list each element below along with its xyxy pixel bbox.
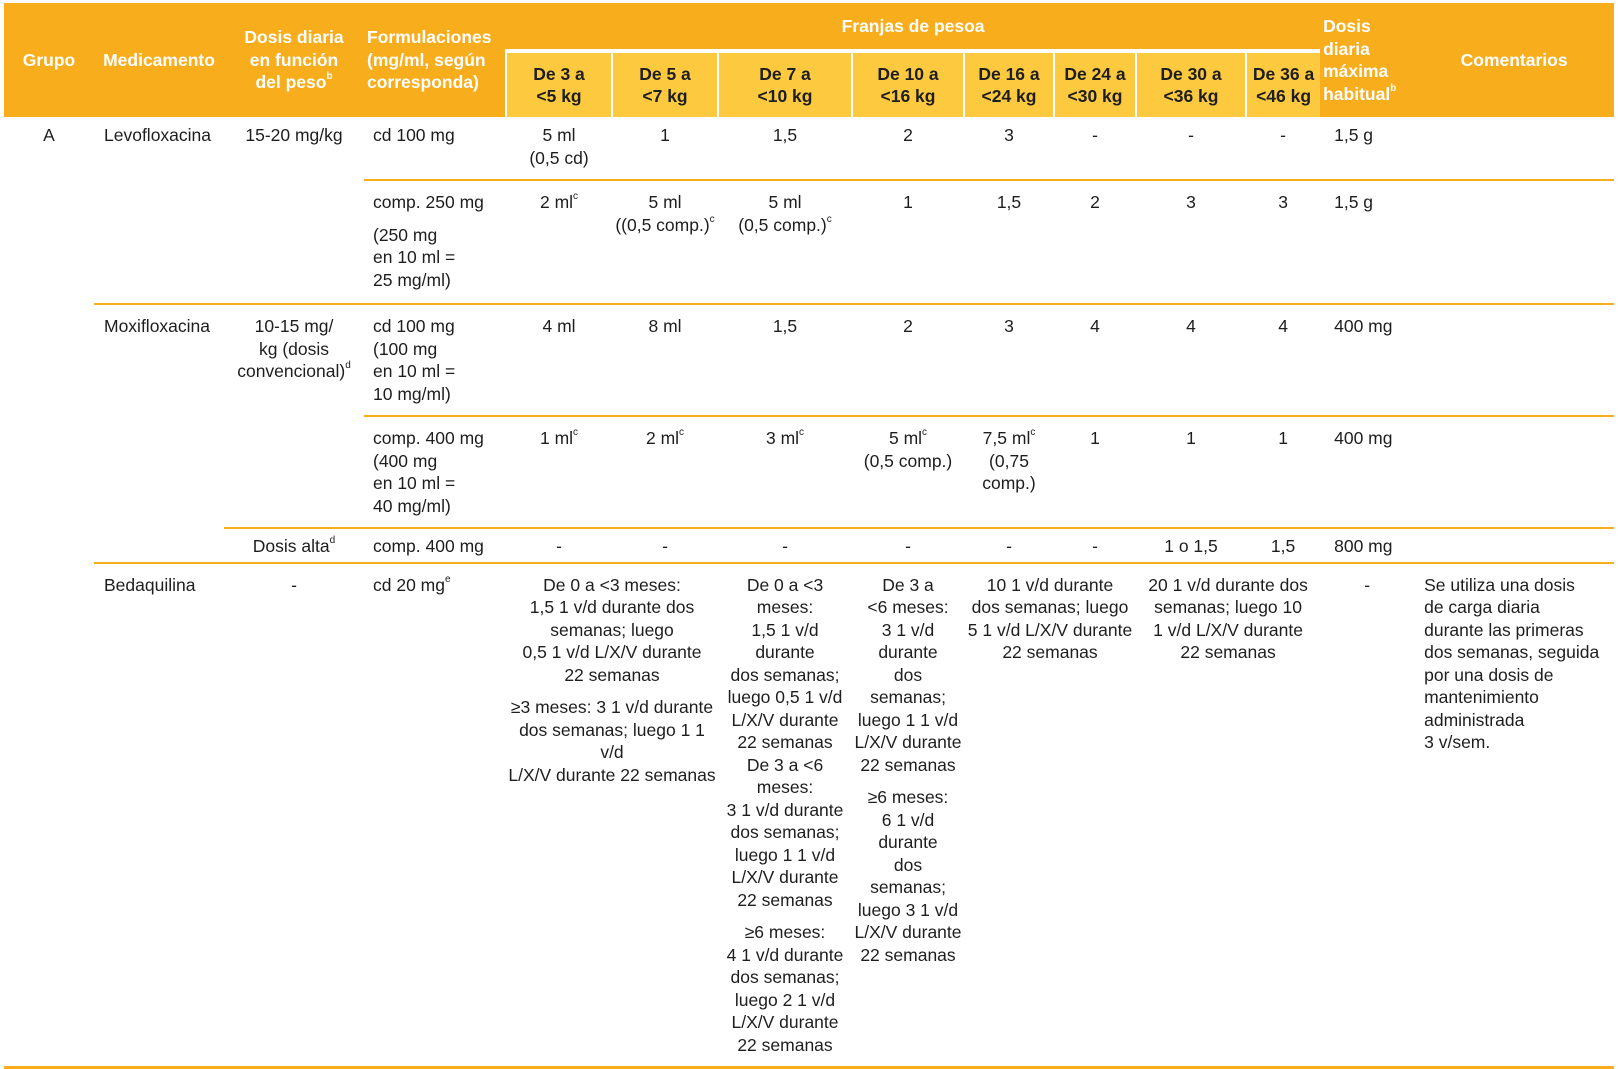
cell-band: - <box>718 528 852 563</box>
cell-formulacion: cd 100 mg (100 mg en 10 ml = 10 mg/ml) <box>364 304 506 416</box>
cell-band: 3 <box>1004 125 1014 145</box>
cell-band-16-30: 10 1 v/d durante dos semanas; luego 5 1 v/d L/X/V durante 22 semanas <box>964 563 1136 1068</box>
cell-band: 1 $ml^c$ <box>506 416 612 528</box>
header-formulaciones: Formulaciones (mg/ml, según corresponda) <box>364 3 506 117</box>
cell-formulacion: comp. 400 mg <box>364 528 506 563</box>
cell-band: 5 $ml^c$ (0,5 comp.) <box>852 416 964 528</box>
cell-medicamento-moxifloxacina: Moxifloxacina <box>94 304 224 563</box>
cell-band: - <box>506 528 612 563</box>
header-band-7-10: De 7 a <10 kg <box>718 51 852 117</box>
header-band-36-46: De 36 a <46 kg <box>1246 51 1320 117</box>
header-franjas-de-peso: Franjas de pesoa <box>506 3 1320 51</box>
cell-band: 2 <box>903 125 913 145</box>
cell-band: 2 <box>852 304 964 416</box>
cell-dosis-maxima: - <box>1320 563 1414 1068</box>
cell-band: 1 <box>660 125 670 145</box>
cell-band: - <box>612 528 718 563</box>
cell-comentario <box>1414 304 1614 416</box>
cell-band-30-46: 20 1 v/d durante dos semanas; luego 10 1 v/d L/X/V durante 22 semanas <box>1136 563 1320 1068</box>
cell-band: 4 ml <box>506 304 612 416</box>
cell-band: 1 <box>1136 416 1246 528</box>
cell-band: 5 ml ((0,5 comp.)$^c$ <box>612 180 718 304</box>
cell-grupo: A <box>4 117 94 1068</box>
cell-band: 2 <box>1054 180 1136 304</box>
cell-dosis-maxima: 1,5 g <box>1334 125 1374 145</box>
cell-band: 1,5 <box>718 304 852 416</box>
table-row <box>4 528 1614 563</box>
cell-band: 1 <box>1054 416 1136 528</box>
table-row <box>4 304 1614 416</box>
cell-band: - <box>1280 125 1286 145</box>
cell-band: 5 ml (0,5 cd) <box>529 125 589 168</box>
header-band-3-5: De 3 a <5 kg <box>506 51 612 117</box>
cell-dosis-bedaquilina: - <box>224 563 364 1068</box>
cell-medicamento-levofloxacina: Levofloxacina <box>104 125 212 145</box>
cell-dosis-maxima: 1,5 g <box>1320 180 1414 304</box>
cell-formulacion: cd 20 $mg^e$ <box>364 563 506 1068</box>
cell-dosis-alta: Dosis alta$^d$ <box>224 528 364 563</box>
cell-band: - <box>852 528 964 563</box>
cell-formulacion: cd 100 mg <box>373 125 455 145</box>
cell-band: 3 <box>1246 180 1320 304</box>
header-medicamento: Medicamento <box>94 3 224 117</box>
header-band-30-36: De 30 a <36 kg <box>1136 51 1246 117</box>
cell-band-7-10: De 0 a <3 meses: 1,5 1 v/d durante dos semanas; luego 0,5 1 v/d L/X/V durante 22 semanas De 3 a <6 meses: 3 1 v/d durante dos semanas; luego 1 1 v/d L/X/V durante 22 semanas ≥6 meses: 4 1 v/d durante dos semanas; luego 2 1 v/d L/X/V durante 22 semanas <box>718 563 852 1068</box>
cell-band: 1,5 <box>964 180 1054 304</box>
cell-band: 4 <box>1246 304 1320 416</box>
cell-dosis-maxima: 400 mg <box>1320 304 1414 416</box>
header-dosis-maxima: Dosis diaria máxima habitual$^b$ <box>1320 3 1414 117</box>
cell-dosis-moxifloxacina: 10-15 mg/ kg (dosis convencional)$^d$ <box>224 304 364 528</box>
cell-band: 8 ml <box>612 304 718 416</box>
header-grupo: Grupo <box>4 3 94 117</box>
cell-band: 1 o 1,5 <box>1136 528 1246 563</box>
header-band-10-16: De 10 a <16 kg <box>852 51 964 117</box>
dosing-table <box>4 3 1614 1069</box>
cell-comentario <box>1414 117 1614 180</box>
cell-band: 4 <box>1054 304 1136 416</box>
table-row <box>4 117 1614 180</box>
cell-dosis-maxima: 800 mg <box>1320 528 1414 563</box>
cell-dosis-levofloxacina: 15-20 mg/kg <box>245 125 343 145</box>
cell-band: - <box>1188 125 1194 145</box>
cell-band: - <box>1054 528 1136 563</box>
cell-band: 3 <box>1136 180 1246 304</box>
cell-formulacion: comp. 400 mg (400 mg en 10 ml = 40 mg/ml) <box>364 416 506 528</box>
cell-comentario: Se utiliza una dosis de carga diaria durante las primeras dos semanas, seguida por una dosis de mantenimiento administrada 3 v/sem. <box>1414 563 1614 1068</box>
cell-band: - <box>964 528 1054 563</box>
cell-formulacion: comp. 250 mg (250 mg en 10 ml = 25 mg/ml) <box>364 180 506 304</box>
cell-band: 7,5 $ml^c$ (0,75 comp.) <box>964 416 1054 528</box>
cell-dosis-maxima: 400 mg <box>1320 416 1414 528</box>
cell-comentario <box>1414 528 1614 563</box>
cell-band: 3 <box>964 304 1054 416</box>
cell-band: 5 ml (0,5 comp.)$^c$ <box>718 180 852 304</box>
header-band-24-30: De 24 a <30 kg <box>1054 51 1136 117</box>
cell-band: 2 $ml^c$ <box>506 180 612 304</box>
cell-band: 1,5 <box>772 125 798 145</box>
cell-band-3-7: De 0 a <3 meses: 1,5 1 v/d durante dos semanas; luego 0,5 1 v/d L/X/V durante 22 semanas ≥3 meses: 3 1 v/d durante dos semanas; luego 1 1 v/d L/X/V durante 22 semanas <box>506 563 718 1068</box>
header-band-16-24: De 16 a <24 kg <box>964 51 1054 117</box>
cell-band: 3 $ml^c$ <box>718 416 852 528</box>
cell-band: 1 <box>1246 416 1320 528</box>
cell-band: - <box>1092 125 1098 145</box>
cell-band: 1 <box>852 180 964 304</box>
cell-band-10-16: De 3 a <6 meses: 3 1 v/d durante dos semanas; luego 1 1 v/d L/X/V durante 22 semanas ≥6 meses: 6 1 v/d durante dos semanas; luego 3 1 v/d L/X/V durante 22 semanas <box>852 563 964 1068</box>
table-row <box>4 563 1614 1068</box>
cell-comentario <box>1414 180 1614 304</box>
header-band-5-7: De 5 a <7 kg <box>612 51 718 117</box>
cell-medicamento-bedaquilina: Bedaquilina <box>94 563 224 1068</box>
table-header <box>4 3 1614 117</box>
cell-band: 4 <box>1136 304 1246 416</box>
cell-band: 2 $ml^c$ <box>612 416 718 528</box>
cell-band: 1,5 <box>1246 528 1320 563</box>
header-dosis-diaria: Dosis diaria en función del peso$^b$ <box>224 3 364 117</box>
header-comentarios: Comentarios <box>1414 3 1614 117</box>
cell-comentario <box>1414 416 1614 528</box>
